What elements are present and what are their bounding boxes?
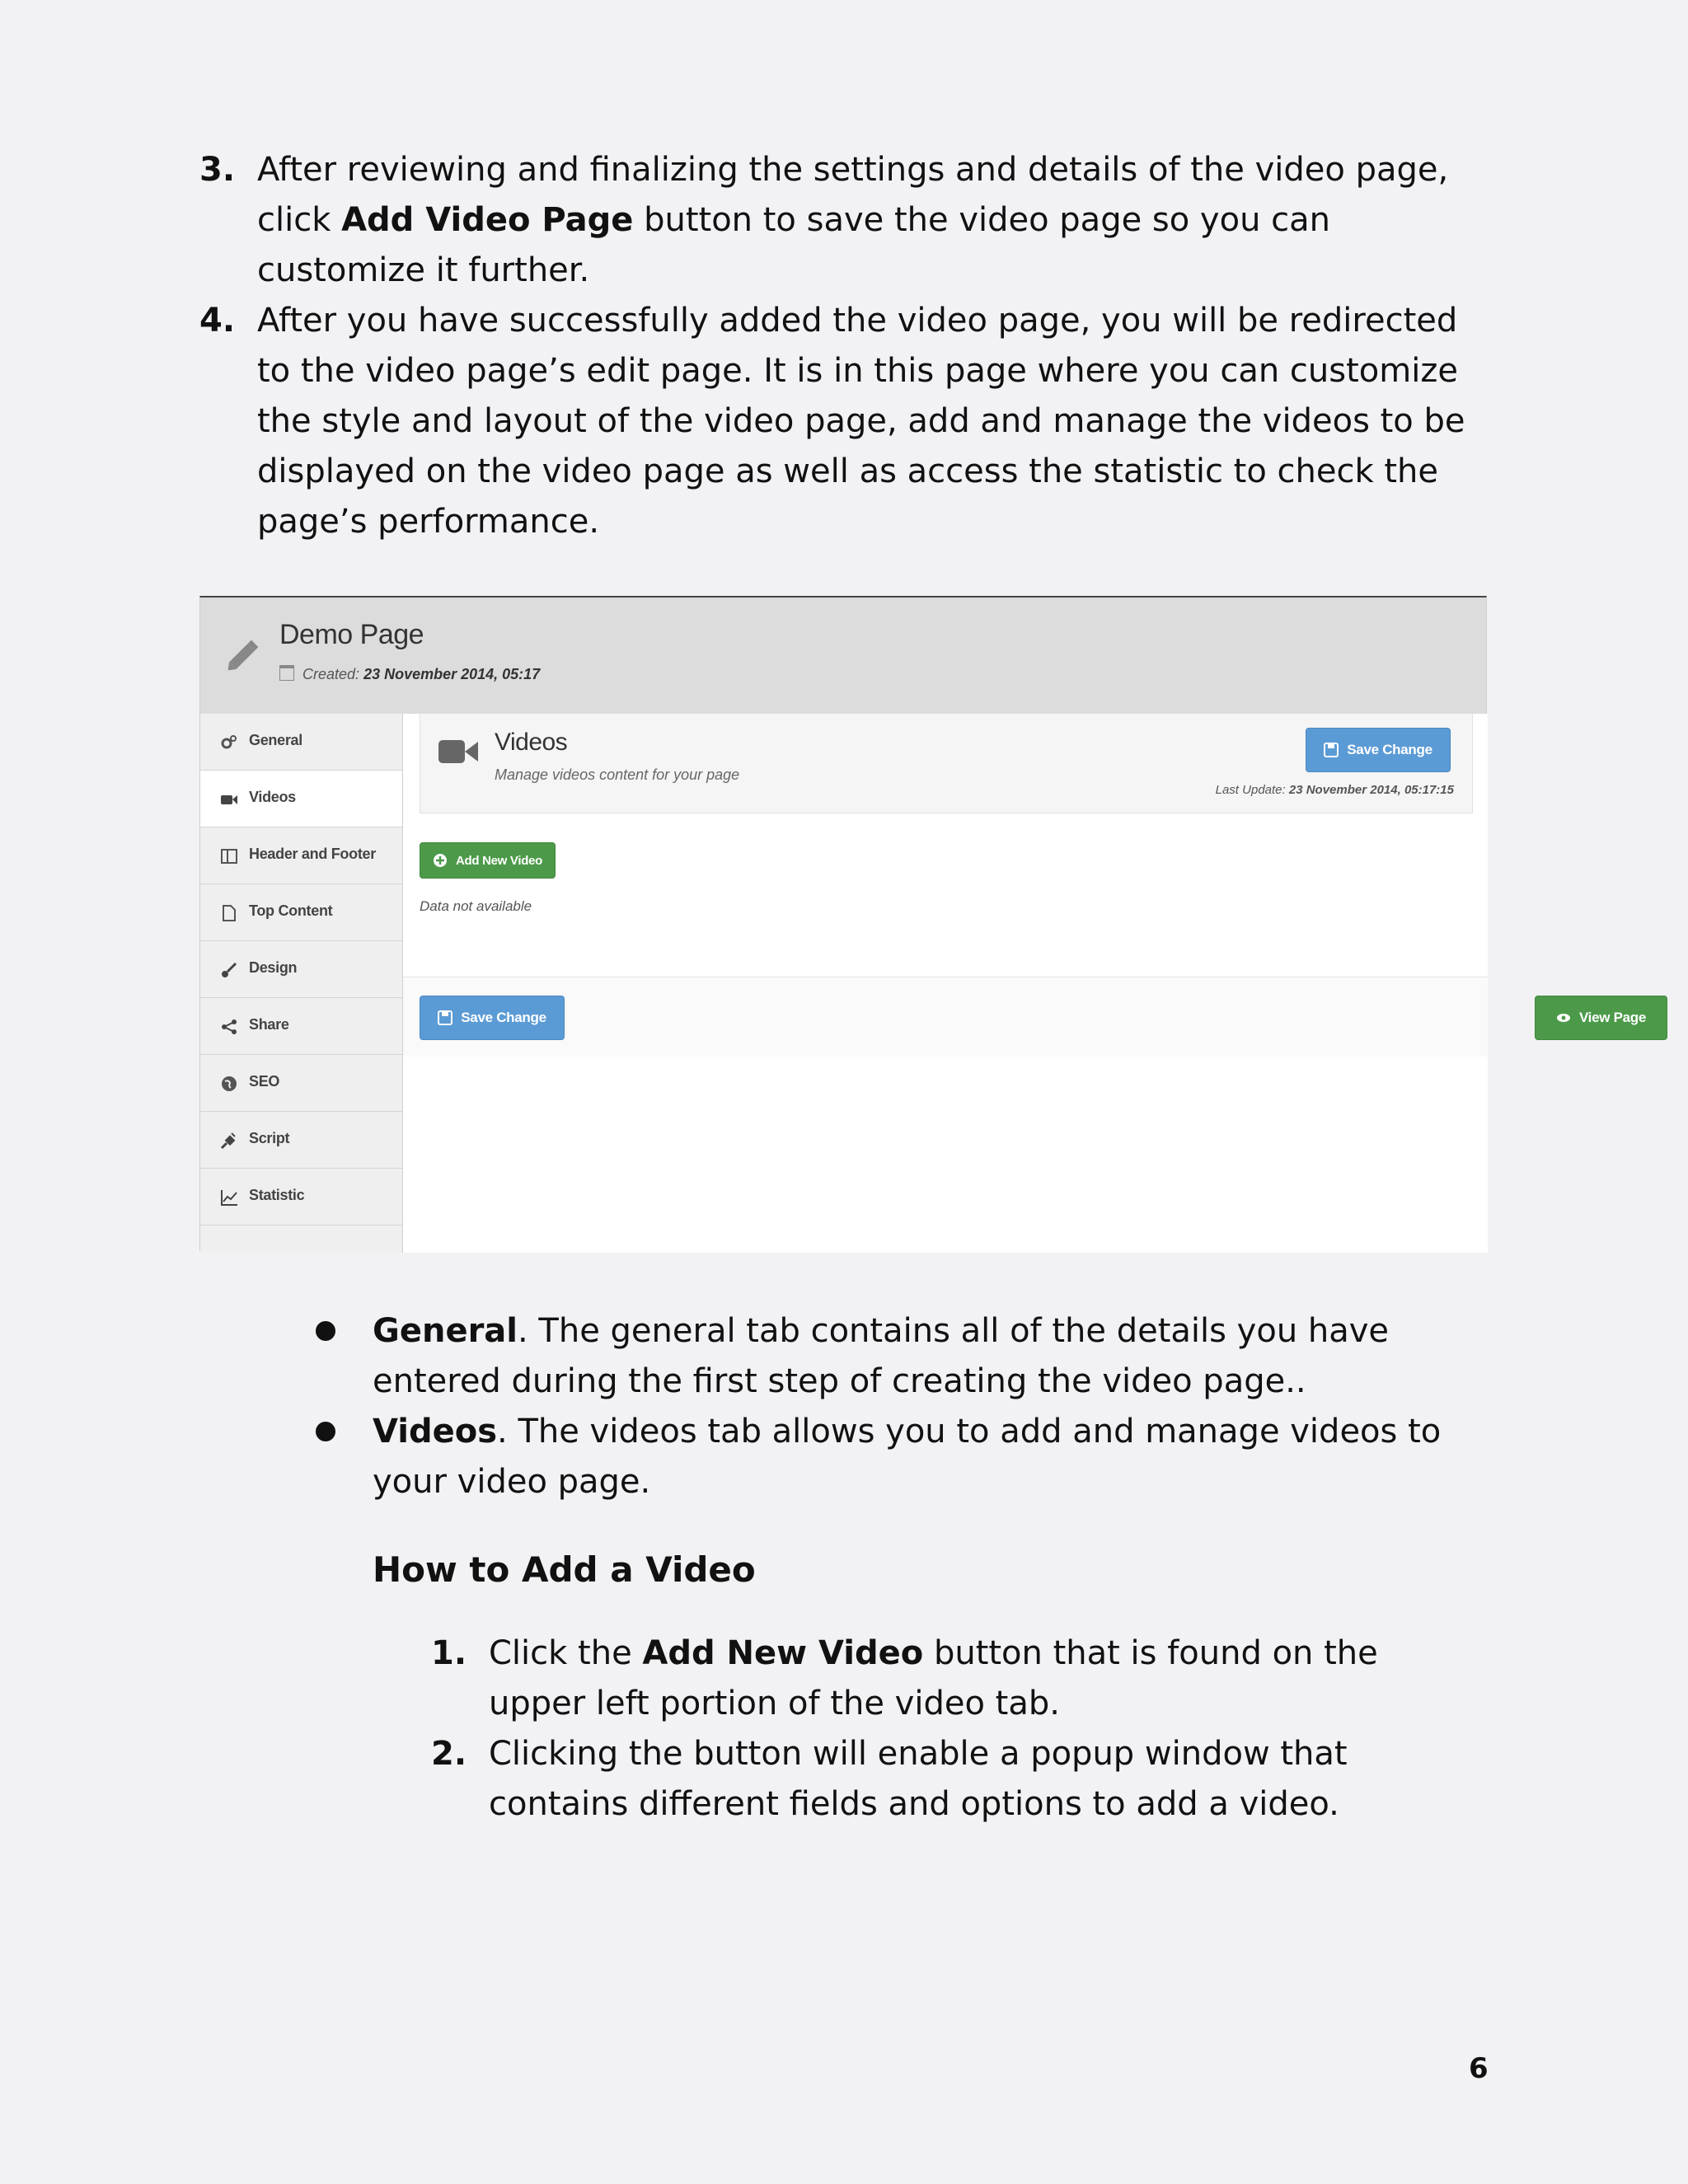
calendar-icon <box>279 665 294 681</box>
save-change-bottom-button[interactable] <box>420 996 565 1040</box>
empty-state-text: Data not available <box>420 898 532 914</box>
page-header <box>200 598 1486 715</box>
last-update-label: Last Update: <box>1215 783 1286 797</box>
step-bold-text: Add New Video <box>642 1634 924 1672</box>
step-text-part: Click the <box>489 1634 643 1672</box>
line-chart-icon <box>220 1188 238 1207</box>
brush-icon <box>220 961 238 979</box>
sidebar-item-label: SEO <box>249 1073 280 1090</box>
screenshot-panel <box>199 596 1647 1251</box>
document-icon <box>220 904 238 922</box>
step-text <box>489 1629 1478 1729</box>
sidebar-item-label: General <box>249 732 302 748</box>
sidebar-item-videos[interactable] <box>200 771 402 827</box>
sidebar-item-label: Share <box>249 1016 289 1033</box>
page-title: Demo Page <box>279 619 424 650</box>
bullet-text <box>373 1306 1493 1407</box>
sidebar-item-seo[interactable] <box>200 1055 402 1112</box>
bullet-icon <box>316 1422 335 1441</box>
step-number: 3. <box>199 151 236 189</box>
save-change-button[interactable] <box>1306 728 1451 772</box>
sidebar-item-general[interactable] <box>200 714 402 771</box>
created-label: Created: <box>302 666 360 682</box>
bullet-bold-text: Videos <box>373 1413 498 1451</box>
sidebar-item-script[interactable] <box>200 1112 402 1169</box>
bullet-icon <box>316 1321 335 1341</box>
videos-panel <box>403 714 1647 1253</box>
view-page-button[interactable] <box>1535 996 1667 1040</box>
button-label: Add New Video <box>455 853 542 868</box>
section-subtitle: Manage videos content for your page <box>495 766 740 783</box>
sidebar-item-top-content[interactable] <box>200 884 402 941</box>
gears-icon <box>220 733 238 752</box>
sidebar-item-label: Statistic <box>249 1187 305 1203</box>
step-text: Clicking the button will enable a popup window that contains different fields and options to add a video. <box>489 1735 1348 1823</box>
button-label: Save Change <box>461 1010 546 1025</box>
step-text-part: After reviewing and finalizing the settings and details of the video page, click <box>257 151 1449 239</box>
button-label: View Page <box>1578 1010 1647 1025</box>
last-update <box>1216 783 1454 797</box>
bullet-bold-text: General <box>373 1312 518 1350</box>
step-text-part: button that is found on the upper left portion of the video tab. <box>489 1634 1378 1722</box>
bullet-rest-text: . The general tab contains all of the details you have entered during the first step of creating the video page.. <box>373 1312 1390 1400</box>
video-camera-icon <box>220 790 238 808</box>
columns-icon <box>220 847 238 865</box>
bullet-text <box>373 1407 1493 1507</box>
step-number: 4. <box>199 302 236 340</box>
videos-section-header <box>420 714 1473 813</box>
bullet-rest-text: . The videos tab allows you to add and manage videos to your video page. <box>373 1413 1442 1501</box>
page-number: 6 <box>1469 2052 1489 2085</box>
floppy-disk-icon <box>438 1010 452 1025</box>
sidebar-item-header-footer[interactable] <box>200 827 402 884</box>
step-text-part: button to save the video page so you can customize it further. <box>257 201 1330 289</box>
sidebar-item-statistic[interactable] <box>200 1169 402 1226</box>
pencil-icon <box>220 632 266 678</box>
plug-icon <box>220 1132 238 1150</box>
sidebar-item-label: Script <box>249 1130 290 1146</box>
sidebar-item-design[interactable] <box>200 941 402 998</box>
eye-icon <box>1556 1010 1571 1025</box>
section-heading: How to Add a Video <box>373 1549 756 1590</box>
step-number: 2. <box>431 1735 467 1773</box>
sidebar-item-label: Header and Footer <box>249 846 376 862</box>
video-camera-icon <box>438 737 478 766</box>
step-number: 1. <box>431 1634 467 1672</box>
action-footer <box>403 977 1647 1057</box>
step-text <box>257 145 1493 296</box>
created-date <box>279 665 540 683</box>
sidebar-item-share[interactable] <box>200 998 402 1055</box>
sidebar-item-label: Top Content <box>249 902 333 919</box>
created-value: 23 November 2014, 05:17 <box>363 666 541 682</box>
add-new-video-button[interactable] <box>420 842 556 879</box>
section-title: Videos <box>495 729 568 756</box>
globe-icon <box>220 1075 238 1093</box>
sidebar-item-label: Design <box>249 959 298 976</box>
button-label: Save Change <box>1347 742 1432 757</box>
step-bold-text: Add Video Page <box>341 201 634 239</box>
plus-circle-icon <box>433 853 448 868</box>
share-icon <box>220 1018 238 1036</box>
floppy-disk-icon <box>1324 743 1339 757</box>
step-text: After you have successfully added the video page, you will be redirected to the video page’s edit page. It is in this page where you can customize the style and layout of the video page, add and manage the videos to be displayed on the video page as well as access the statistic to check the page’s performance. <box>257 302 1465 541</box>
sidebar <box>200 714 403 1253</box>
last-update-value: 23 November 2014, 05:17:15 <box>1288 783 1454 797</box>
sidebar-item-label: Videos <box>249 789 296 805</box>
